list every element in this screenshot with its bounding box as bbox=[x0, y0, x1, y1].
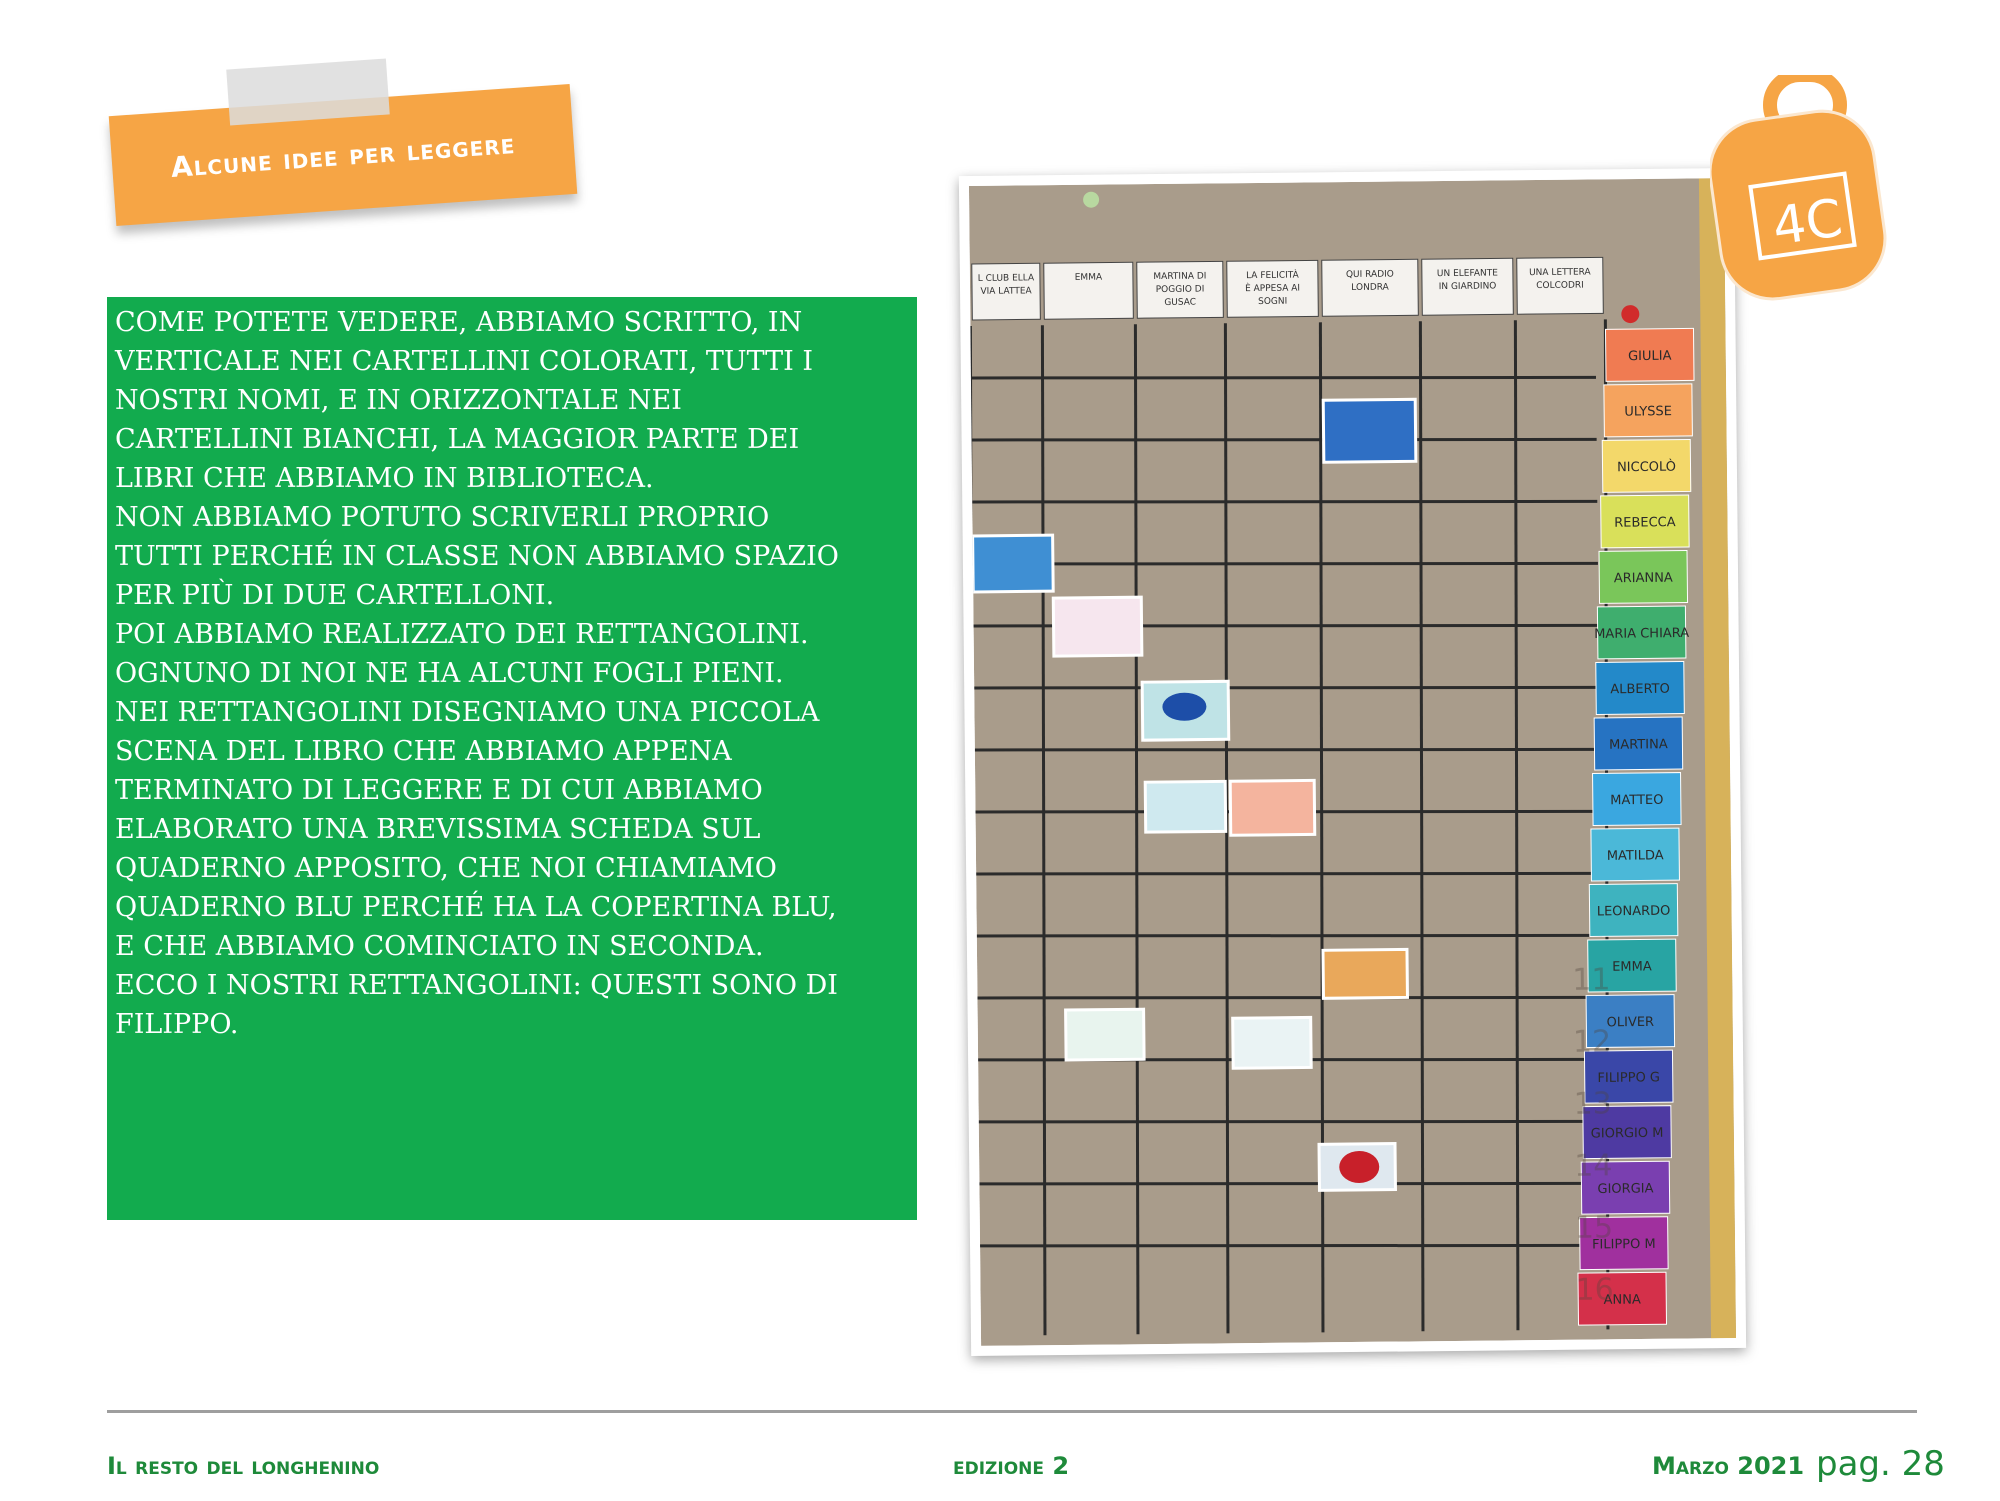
article-body: COME POTETE VEDERE, ABBIAMO SCRITTO, IN VERTICALE NEI CARTELLINI COLORATI, TUTTI I NOSTRI NOMI, E IN ORIZZONTALE NEI CARTELLINI BIANCHI, LA MAGGIOR PARTE DEI LIBRI CHE ABBIAMO IN BIBLIOTECA. NON ABBIAMO POTUTO SCRIVERLI PROPRIO TUTTI PERCHÉ IN CLASSE NON ABBIAMO SPAZIO PER PIÙ DI DUE CARTELLONI. POI ABBIAMO REALIZZATO DEI RETTANGOLINI. OGNUNO DI NOI NE HA ALCUNI FOGLI PIENI. NEI RETTANGOLINI DISEGNIAMO UNA PICCOLA SCENA DEL LIBRO CHE ABBIAMO APPENA TERMINATO DI LEGGERE E DI CUI ABBIAMO ELABORATO UNA BREVISSIMA SCHEDA SUL QUADERNO APPOSITO, CHE NOI CHIAMIAMO QUADERNO BLU PERCHÉ HA LA COPERTINA BLU, E CHE ABBIAMO COMINCIATO IN SECONDA. ECCO I NOSTRI RETTANGOLINI: QUESTI SONO DI FILIPPO. bbox=[115, 307, 839, 1040]
section-label: Alcune idee per leggere bbox=[169, 126, 517, 184]
student-name-text: FILIPPO M bbox=[1591, 1236, 1656, 1253]
student-name-text: MATILDA bbox=[1606, 848, 1664, 864]
article-text-box bbox=[107, 297, 917, 1220]
student-name-text: MATTEO bbox=[1610, 792, 1664, 809]
student-name-text: ANNA bbox=[1603, 1292, 1641, 1308]
book-title-text: EMMA bbox=[1074, 272, 1103, 283]
book-title-text: MARTINA DI bbox=[1153, 271, 1207, 283]
class-badge-label: 4C bbox=[1768, 188, 1847, 258]
footer-page-number: pag. 28 bbox=[1816, 1444, 1945, 1484]
student-name-text: GIORGIO M bbox=[1590, 1125, 1664, 1142]
book-title-text: POGGIO DI bbox=[1155, 284, 1205, 296]
footer-publication: Il resto del longhenino bbox=[107, 1452, 380, 1480]
drawing-house bbox=[1323, 949, 1407, 998]
student-name-text: OLIVER bbox=[1606, 1014, 1655, 1031]
row-number: 15 bbox=[1574, 1210, 1614, 1246]
row-number: 16 bbox=[1575, 1272, 1614, 1308]
reading-board-photo bbox=[969, 178, 1736, 1346]
backpack-icon bbox=[1710, 75, 1890, 305]
drawing-figure bbox=[1053, 597, 1142, 656]
student-name-text: LEONARDO bbox=[1596, 903, 1671, 920]
footer-date: Marzo 2021 bbox=[1652, 1452, 1805, 1480]
book-title-text: GUSAC bbox=[1164, 297, 1197, 308]
book-title-text: UNA LETTERA bbox=[1529, 267, 1591, 279]
student-name-text: FILIPPO G bbox=[1597, 1070, 1661, 1086]
book-title-text: COLCODRI bbox=[1536, 280, 1584, 292]
drawing-scene bbox=[1230, 780, 1315, 835]
book-title-text: SOGNI bbox=[1258, 296, 1288, 307]
student-name-text: ALBERTO bbox=[1610, 681, 1670, 698]
student-name-text: ARIANNA bbox=[1613, 570, 1673, 587]
row-number: 11 bbox=[1572, 962, 1611, 998]
book-title-card bbox=[1044, 262, 1134, 319]
student-name-text: ULYSSE bbox=[1624, 404, 1673, 420]
student-name-text: GIULIA bbox=[1627, 348, 1672, 365]
student-name-text: MARIA CHIARA bbox=[1594, 625, 1690, 642]
book-title-text: UN ELEFANTE bbox=[1436, 268, 1498, 280]
drawing-scene bbox=[1145, 781, 1226, 832]
book-title-text: È APPESA AI bbox=[1245, 283, 1301, 295]
book-title-text: L CLUB ELLA bbox=[977, 273, 1035, 284]
student-name-text: REBECCA bbox=[1614, 515, 1676, 531]
footer-divider bbox=[107, 1410, 1917, 1413]
row-number: 12 bbox=[1572, 1024, 1612, 1060]
drawing-figure bbox=[1233, 1017, 1312, 1068]
student-name-text: MARTINA bbox=[1609, 737, 1668, 753]
student-name-text: GIORGIA bbox=[1597, 1181, 1654, 1197]
student-name-text: NICCOLÒ bbox=[1616, 459, 1677, 476]
book-title-text: LA FELICITÀ bbox=[1246, 270, 1299, 282]
row-number: 13 bbox=[1573, 1086, 1612, 1122]
book-title-text: QUI RADIO bbox=[1345, 269, 1394, 281]
drawing-figure bbox=[1066, 1009, 1145, 1060]
tape-strip bbox=[226, 58, 390, 125]
classroom-photo bbox=[959, 168, 1746, 1356]
drawing-trees bbox=[1323, 399, 1416, 462]
footer-edition: edizione 2 bbox=[953, 1452, 1070, 1480]
row-number: 14 bbox=[1574, 1148, 1613, 1184]
book-title-text: VIA LATTEA bbox=[980, 286, 1032, 297]
student-name-text: EMMA bbox=[1612, 959, 1652, 975]
class-badge bbox=[1710, 75, 1890, 305]
book-title-text: IN GIARDINO bbox=[1438, 281, 1497, 293]
book-title-text: LONDRA bbox=[1351, 282, 1389, 293]
drawing-house bbox=[973, 535, 1054, 592]
